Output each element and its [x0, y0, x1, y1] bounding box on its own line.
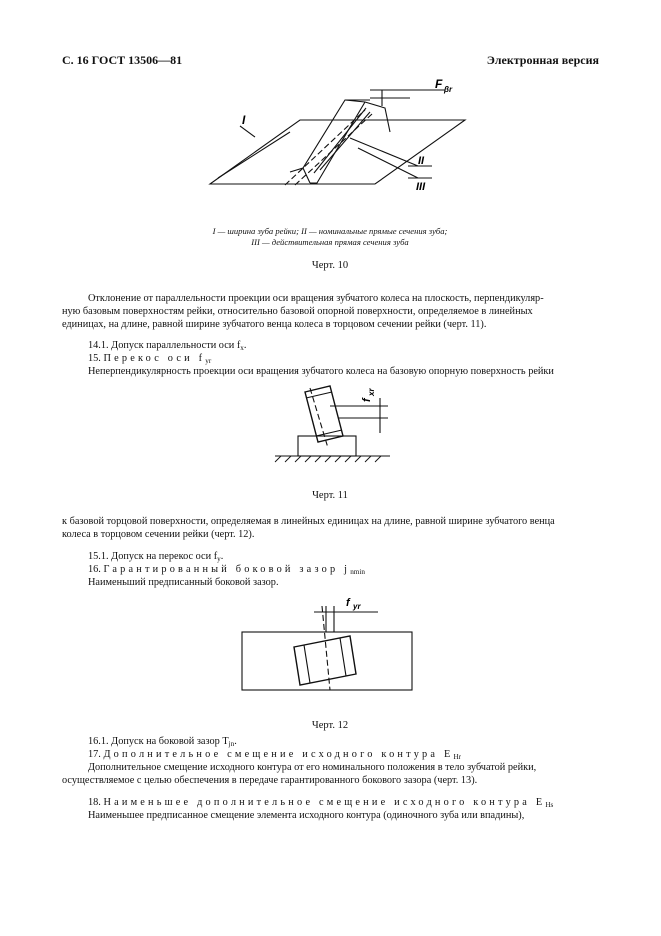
fig10-label-F: F [435, 77, 443, 91]
figure-10 [200, 77, 470, 205]
fig10-label-II: II [418, 155, 425, 167]
item-16-1: 16.1. Допуск на боковой зазор $T_{jn}$. [88, 736, 237, 748]
para3-line-1: к базовой торцовой поверхности, определяемая в линейных единицах на длине, равной ширине зубчатого венца [62, 516, 555, 527]
figure-11 [270, 378, 400, 468]
item-14-1: 14.1. Допуск параллельности оси $f_x$. [88, 340, 247, 352]
para5-line-2: осуществляемое с целью обеспечения в передаче гарантированного бокового зазора (черт. 13). [62, 775, 478, 786]
para5-line-1: Дополнительное смещение исходного контура от его номинального положения в тело зубчатой рейки, [88, 762, 537, 773]
fig10-plane [210, 120, 465, 184]
fig12-label-f-sub: yr [353, 602, 361, 611]
fig11-caption: Черт. 11 [312, 490, 348, 501]
page-header-left: С. 16 ГОСТ 13506—81 [62, 53, 183, 67]
figure-12 [238, 588, 418, 698]
item-18-heading: 18. Наименьшее дополнительное смещение исходного контура $E_{Hs}$ [88, 797, 554, 809]
para2: Неперпендикулярность проекции оси вращения зубчатого колеса на базовую опорную поверхность рейки [88, 366, 554, 377]
fig10-caption: Черт. 10 [311, 260, 349, 271]
item-15-1: 15.1. Допуск на перекос оси $f_y$. [88, 551, 224, 563]
item-17-heading: 17. Дополнительное смещение исходного контура $E_{Hr}$ [88, 749, 462, 761]
fig12-caption: Черт. 12 [311, 720, 349, 731]
para4: Наименьший предписанный боковой зазор. [88, 577, 279, 588]
para6: Наименьшее предписанное смещение элемента исходного контура (одиночного зуба или впадины), [88, 810, 525, 821]
fig10-label-F-sub: βr [444, 85, 453, 94]
para1-line-1: Отклонение от параллельности проекции оси вращения зубчатого колеса на плоскость, перпендикуляр- [88, 293, 544, 304]
item-15-heading: 15. Перекос оси $f_{yr}$ [88, 353, 212, 365]
fig10-legend-line-1: I — ширина зуба рейки; II — номинальные прямые сечения зуба; [212, 226, 448, 236]
page-header-right: Электронная версия [486, 53, 599, 67]
para3-line-2: колеса в торцовом сечении рейки (черт. 12). [62, 529, 255, 540]
para1-line-3: единицах, на длине, равной ширине зубчатого венца колеса в торцовом сечении рейки (черт. 11). [62, 319, 487, 330]
fig10-legend-line-2: III — действительная прямая сечения зуба [251, 237, 409, 247]
fig11-label-f-sub: xr [367, 388, 376, 396]
fig10-label-III: III [416, 181, 426, 193]
fig10-label-I: I [242, 113, 246, 127]
fig11-label-f: f [361, 398, 373, 402]
para1-line-2: ную базовым поверхностям рейки, относительно базовой опорной поверхности, определяемое в линейных [62, 306, 533, 317]
fig12-label-f: f [346, 597, 350, 609]
item-16-heading: 16. Гарантированный боковой зазор $j_{nmin}$ [88, 564, 366, 576]
